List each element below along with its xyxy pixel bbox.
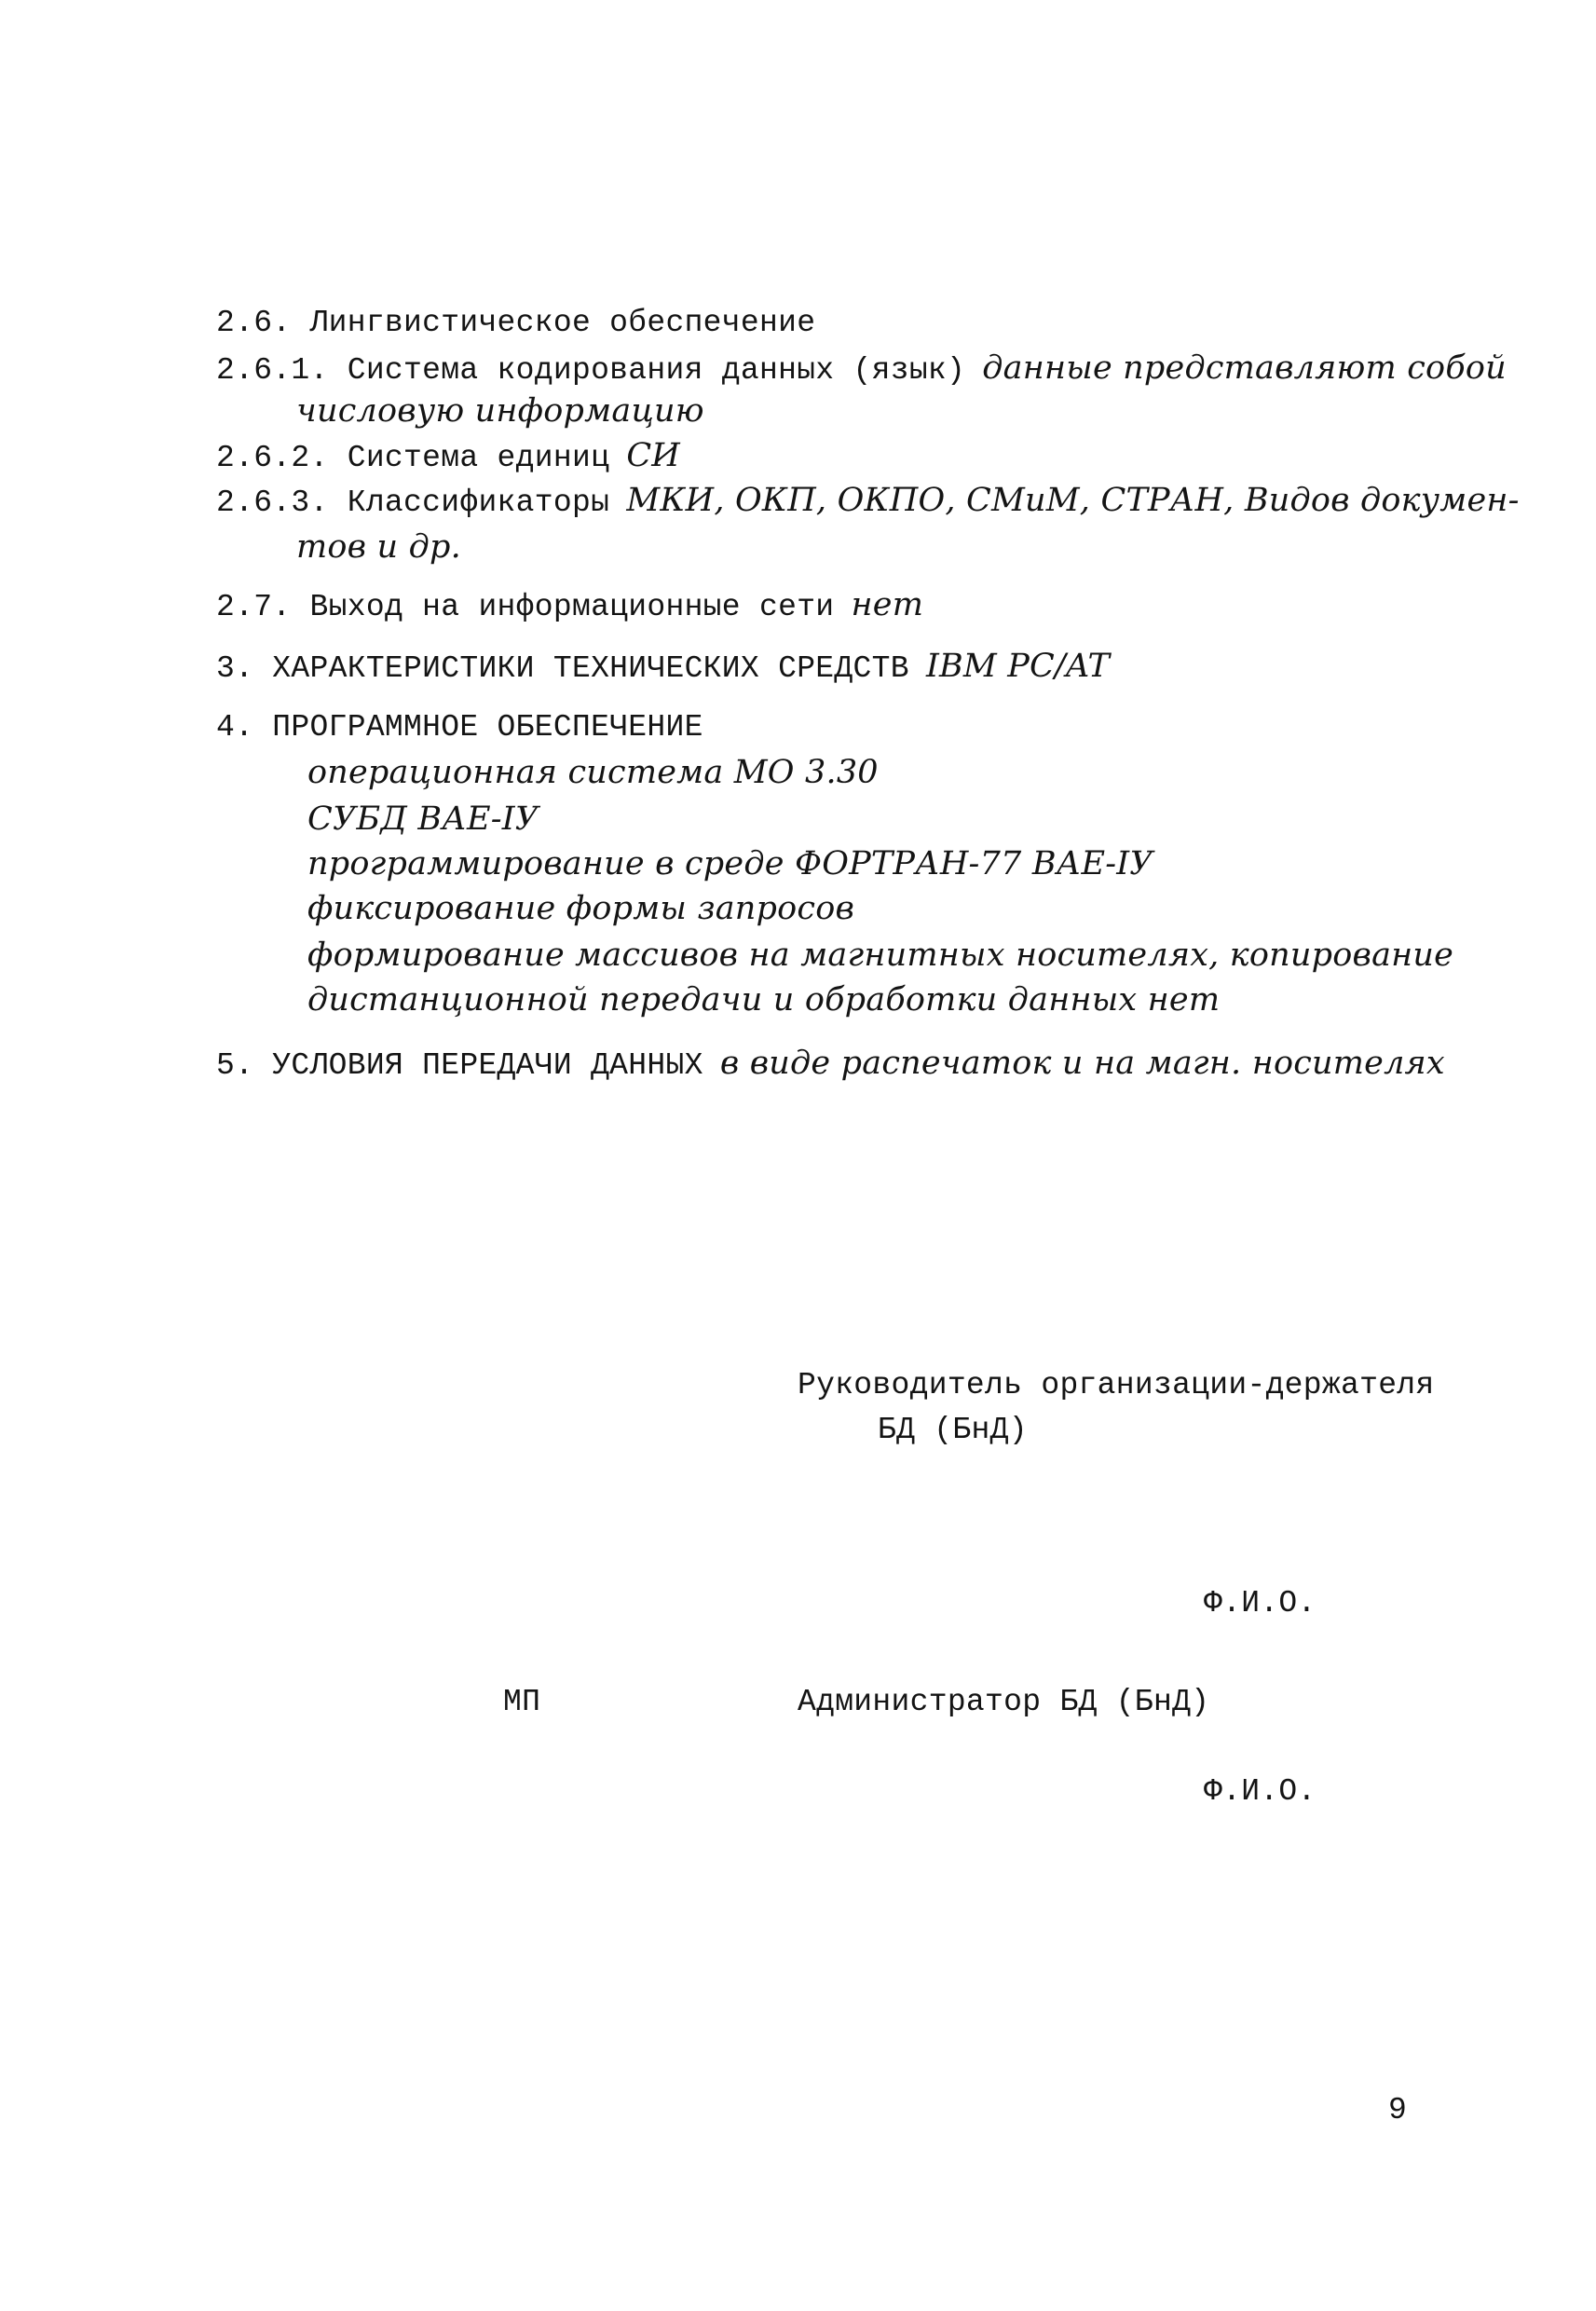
- section-4-heading: [216, 708, 703, 747]
- item-2-7-value: нет: [851, 586, 924, 623]
- item-2-6-label: 2.6. Лингвистическое обеспечение: [216, 306, 816, 340]
- admin-title: Администратор БД (БнД): [798, 1685, 1210, 1719]
- item-2-6: [216, 304, 815, 343]
- item-2-7: [216, 585, 923, 627]
- software-line-arrays: формирование массивов на магнитных носителях, копирование: [307, 937, 1454, 974]
- stamp-place: МП: [503, 1685, 541, 1719]
- admin-fio: Ф.И.О.: [1204, 1774, 1316, 1809]
- item-2-6-3: [216, 481, 1520, 523]
- software-line-queries: фиксирование формы запросов: [307, 890, 855, 927]
- software-line-os: операционная система МО 3.30: [307, 754, 879, 791]
- item-2-6-3-label: 2.6.3. Классификаторы: [216, 485, 610, 520]
- head-title-line-1: Руководитель организации-держателя: [798, 1368, 1435, 1402]
- item-2-6-3-value: МКИ, ОКП, ОКПО, СМиМ, СТРАН, Видов докумен-: [626, 482, 1520, 519]
- software-line-dbms: СУБД ВАЕ-IУ: [307, 800, 539, 838]
- section-5: [216, 1044, 1445, 1086]
- software-line-programming: программирование в среде ФОРТРАН-77 ВАЕ-IУ: [307, 845, 1153, 882]
- item-2-6-2-label: 2.6.2. Система единиц: [216, 441, 610, 475]
- item-2-6-1-label: 2.6.1. Система кодирования данных (язык): [216, 353, 966, 388]
- page-number: 9: [1388, 2093, 1408, 2127]
- head-title-line-2: БД (БнД): [878, 1413, 1028, 1447]
- item-2-6-2: [216, 436, 680, 478]
- item-2-6-2-value: СИ: [626, 437, 681, 474]
- head-fio: Ф.И.О.: [1204, 1586, 1316, 1620]
- section-5-value: в виде распечаток и на магн. носителях: [719, 1045, 1445, 1082]
- item-2-6-1-continuation: [296, 391, 704, 433]
- software-line-remote: дистанционной передачи и обработки данных нет: [307, 981, 1221, 1019]
- section-4-label: 4. ПРОГРАММНОЕ ОБЕСПЕЧЕНИЕ: [216, 710, 703, 745]
- section-3-value: IBM PC/AT: [925, 648, 1111, 685]
- section-3-label: 3. ХАРАКТЕРИСТИКИ ТЕХНИЧЕСКИХ СРЕДСТВ: [216, 651, 909, 686]
- item-2-6-3-value-cont: тов и др.: [296, 528, 461, 566]
- item-2-6-3-continuation: [296, 527, 461, 569]
- section-5-label: 5. УСЛОВИЯ ПЕРЕДАЧИ ДАННЫХ: [216, 1048, 703, 1083]
- item-2-6-1-value-cont: числовую информацию: [296, 392, 704, 430]
- section-3: [216, 647, 1110, 689]
- item-2-6-1-value: данные представляют собой: [982, 349, 1507, 387]
- item-2-6-1: [216, 349, 1507, 390]
- item-2-7-label: 2.7. Выход на информационные сети: [216, 590, 835, 624]
